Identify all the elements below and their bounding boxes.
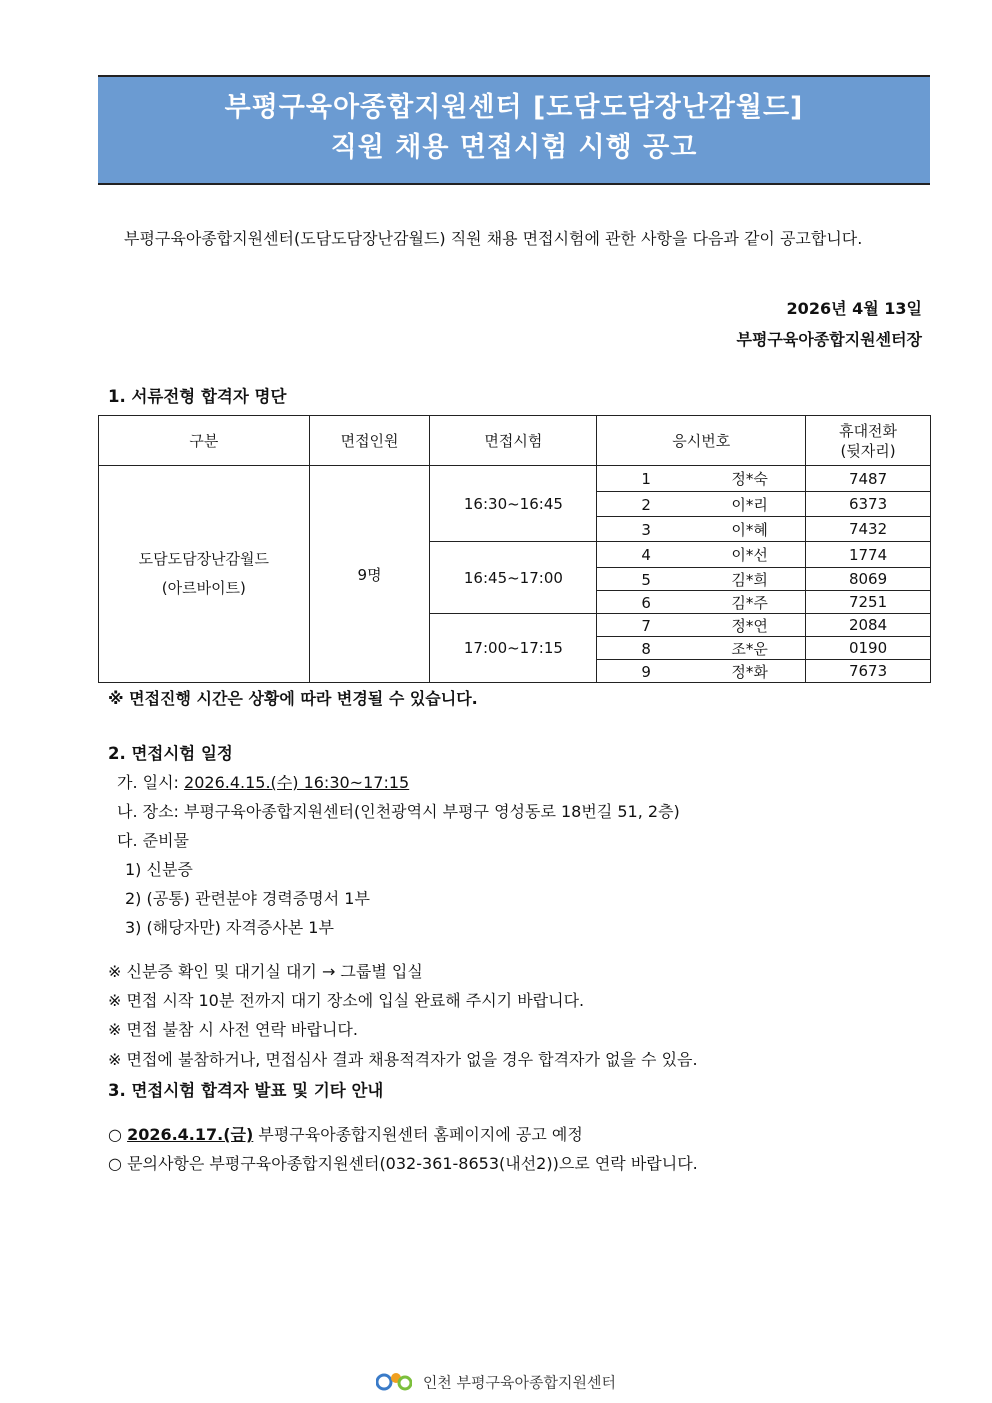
applicant-name: 정*숙 [731,470,768,488]
phone-cell: 7487 [806,466,931,492]
footer-text: 인천 부평구육아종합지원센터 [422,1373,616,1392]
applicant-number: 5 [641,570,651,589]
header-count: 면접인원 [309,416,430,466]
category-line2: (아르바이트) [161,579,246,597]
category-cell [99,466,310,683]
phone-cell: 7432 [806,517,931,542]
applicant-cell [597,568,806,591]
intro-paragraph: 부평구육아종합지원센터(도담도담장난감월드) 직원 채용 면접시험에 관한 사항을 다음과 같이 공고합니다. [124,229,863,248]
applicant-cell [597,614,806,637]
materials-heading: 다. 준비물 [117,831,189,850]
phone-cell: 0190 [806,637,931,660]
schedule-date-label: 가. 일시: [117,773,185,792]
applicant-number: 4 [641,546,651,564]
category-line1: 도담도담장난감월드 [138,550,270,568]
count-cell: 9명 [309,466,430,683]
issuer: 부평구육아종합지원센터장 [736,330,922,349]
applicant-cell [597,517,806,542]
applicant-name: 김*주 [731,593,768,612]
applicant-name: 김*희 [731,570,768,589]
header-applicant: 응시번호 [597,416,806,466]
time-slot-cell: 17:00~17:15 [430,614,597,683]
notice-line: ※ 신분증 확인 및 대기실 대기 → 그룹별 입실 [108,962,423,981]
footer [0,1370,992,1396]
announcement-date: 2026년 4월 13일 [786,299,922,318]
title-banner [98,75,930,185]
bullet-symbol: ○ [108,1154,122,1173]
table-row [99,466,931,492]
header-phone [806,416,931,466]
applicant-number: 1 [641,470,651,488]
phone-cell: 2084 [806,614,931,637]
applicant-number: 2 [641,495,651,514]
section2-heading: 2. 면접시험 일정 [108,744,233,763]
header-phone-line2: (뒷자리) [840,441,896,460]
phone-cell: 7673 [806,660,931,683]
header-time: 면접시험 [430,416,597,466]
section3-heading: 3. 면접시험 합격자 발표 및 기타 안내 [108,1081,384,1100]
result-info: 부평구육아종합지원센터 홈페이지에 공고 예정 [253,1125,583,1144]
applicant-cell [597,660,806,683]
phone-cell: 8069 [806,568,931,591]
material-item: 2) (공통) 관련분야 경력증명서 1부 [125,889,370,908]
contact-info: 문의사항은 부평구육아종합지원센터(032-361-8653(내선2))으로 연락 바랍니다. [127,1154,698,1173]
applicant-number: 3 [641,520,651,539]
applicant-number: 8 [641,639,651,658]
schedule-date-value: 2026.4.15.(수) 16:30~17:15 [184,773,410,792]
applicant-name: 정*화 [731,662,768,681]
applicant-cell [597,542,806,568]
location-line: 나. 장소: 부평구육아종합지원센터(인천광역시 부평구 영성동로 18번길 51, 2층) [117,802,680,821]
applicant-cell [597,591,806,614]
applicant-cell [597,466,806,492]
result-date: 2026.4.17.(금) [127,1125,254,1144]
applicant-cell [597,492,806,517]
applicant-number: 6 [641,593,651,612]
applicant-cell [597,637,806,660]
applicant-number: 7 [641,616,651,635]
section1-heading: 1. 서류전형 합격자 명단 [108,387,287,406]
header-category: 구분 [99,416,310,466]
applicant-name: 조*운 [731,639,768,658]
title-line-1: 부평구육아종합지원센터 [도담도담장난감월드] [224,92,804,123]
contact-bullet [108,1151,698,1174]
table-header-row [99,416,931,466]
center-logo-icon [376,1370,412,1396]
material-item: 3) (해당자만) 자격증사본 1부 [125,918,334,937]
phone-cell: 7251 [806,591,931,614]
schedule-date-line [117,770,409,793]
applicant-name: 이*리 [731,495,768,514]
header-phone-line1: 휴대전화 [839,421,898,440]
bullet-symbol: ○ [108,1125,122,1144]
announcement-bullet [108,1122,583,1145]
time-slot-cell: 16:30~16:45 [430,466,597,542]
notice-line: ※ 면접 시작 10분 전까지 대기 장소에 입실 완료해 주시기 바랍니다. [108,991,585,1010]
schedule-note: ※ 면접진행 시간은 상황에 따라 변경될 수 있습니다. [108,689,478,708]
applicant-table [98,415,931,683]
applicant-number: 9 [641,662,651,681]
phone-cell: 6373 [806,492,931,517]
title-line-2: 직원 채용 면접시험 시행 공고 [330,132,698,163]
notice-line: ※ 면접에 불참하거나, 면접심사 결과 채용적격자가 없을 경우 합격자가 없을 수 있음. [108,1050,698,1069]
time-slot-cell: 16:45~17:00 [430,542,597,614]
phone-cell: 1774 [806,542,931,568]
notice-line: ※ 면접 불참 시 사전 연락 바랍니다. [108,1020,358,1039]
material-item: 1) 신분증 [125,860,193,879]
applicant-name: 이*혜 [731,520,768,539]
applicant-name: 정*연 [731,616,768,635]
applicant-name: 이*선 [731,546,768,564]
